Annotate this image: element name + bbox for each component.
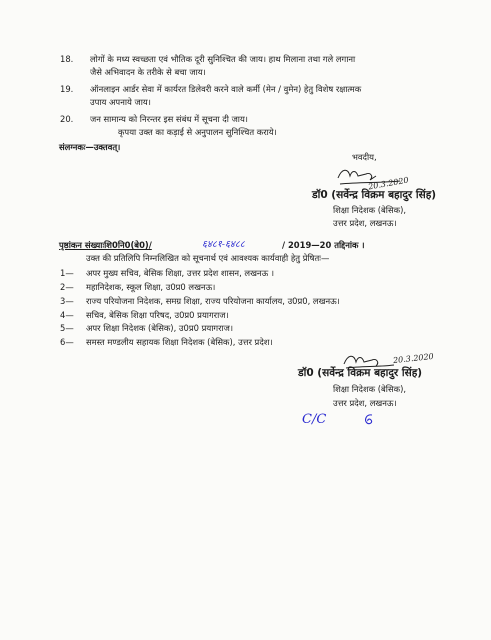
initial-mark [362, 412, 376, 426]
point-text: लोगों के मध्य स्वच्छता एवं भौतिक दूरी सुनिश्चित की जाय। हाथ मिलाना तथा गले लगाना [90, 54, 356, 64]
copy-number: 5— [60, 323, 74, 333]
copy-number: 1— [60, 268, 74, 278]
endorsement-year: / 2019—20 तद्दिनांक । [282, 240, 365, 250]
point-text-cont: उपाय अपनाये जाय। [90, 97, 151, 107]
signatory-location: उत्तर प्रदेश, लखनऊ। [333, 218, 397, 228]
copy-number: 4— [60, 310, 74, 320]
signatory-name: डॉ0 (सर्वेन्द्र विक्रम बहादुर सिंह) [312, 189, 437, 201]
copy-recipient: अपर शिक्षा निदेशक (बेसिक), उ0प्र0 प्रयागराज। [86, 323, 234, 333]
signatory-designation-2: शिक्षा निदेशक (बेसिक), [333, 384, 406, 394]
enclosure-note: संलग्नकः—उक्तवत्। [59, 142, 121, 152]
copy-recipient: अपर मुख्य सचिव, बेसिक शिक्षा, उत्तर प्रदेश शासन, लखनऊ । [86, 268, 274, 278]
endorsement-intro: उक्त की प्रतिलिपि निम्नलिखित को सूचनार्थ एवं आवश्यक कार्यवाही हेतु प्रेषितः— [86, 253, 330, 263]
copy-recipient: सचिव, बेसिक शिक्षा परिषद, उ0प्र0 प्रयागराज। [86, 310, 229, 320]
signatory-designation: शिक्षा निदेशक (बेसिक), [333, 205, 406, 215]
copy-number: 6— [60, 337, 74, 347]
point-number: 20. [60, 114, 74, 124]
signatory-name-2: डॉ0 (सर्वेन्द्र विक्रम बहादुर सिंह) [298, 367, 423, 379]
handwritten-cc: C/C [302, 412, 327, 427]
point-text: ऑनलाइन आर्डर सेवा में कार्यरत डिलेवरी करने वाले कर्मी (मेन / वुमेन) हेतु विशेष रक्षात्मक [90, 84, 362, 94]
closing-salutation: भवदीय, [352, 152, 377, 162]
point-number: 18. [60, 54, 74, 64]
signature-date-2: 20.3.2020 [392, 351, 435, 366]
copy-recipient: समस्त मण्डलीय सहायक शिक्षा निदेशक (बेसिक), उत्तर प्रदेश। [86, 337, 273, 347]
compliance-line: कृपया उक्त का कड़ाई से अनुपालन सुनिश्चित कराये। [118, 127, 277, 137]
copy-number: 2— [60, 282, 74, 292]
point-number: 19. [60, 84, 74, 94]
point-text-cont: जैसे अभिवादन के तरीके से बचा जाय। [90, 67, 206, 77]
copy-recipient: महानिदेशक, स्कूल शिक्षा, उ0प्र0 लखनऊ। [86, 282, 216, 292]
signatory-location-2: उत्तर प्रदेश, लखनऊ। [333, 398, 397, 408]
copy-number: 3— [60, 296, 74, 306]
endorsement-number: ६४८१-६४८८ [202, 239, 245, 250]
endorsement-label: पृष्ठांकन संख्याःशि0नि0(बे0)/ [59, 240, 152, 250]
copy-recipient: राज्य परियोजना निदेशक, समग्र शिक्षा, राज्य परियोजना कार्यालय, उ0प्र0, लखनऊ। [86, 296, 340, 306]
signature-date-1: 20.3.2020 [367, 175, 410, 192]
point-text: जन सामान्य को निरन्तर इस संबंध में सूचना दी जाय। [90, 114, 248, 124]
